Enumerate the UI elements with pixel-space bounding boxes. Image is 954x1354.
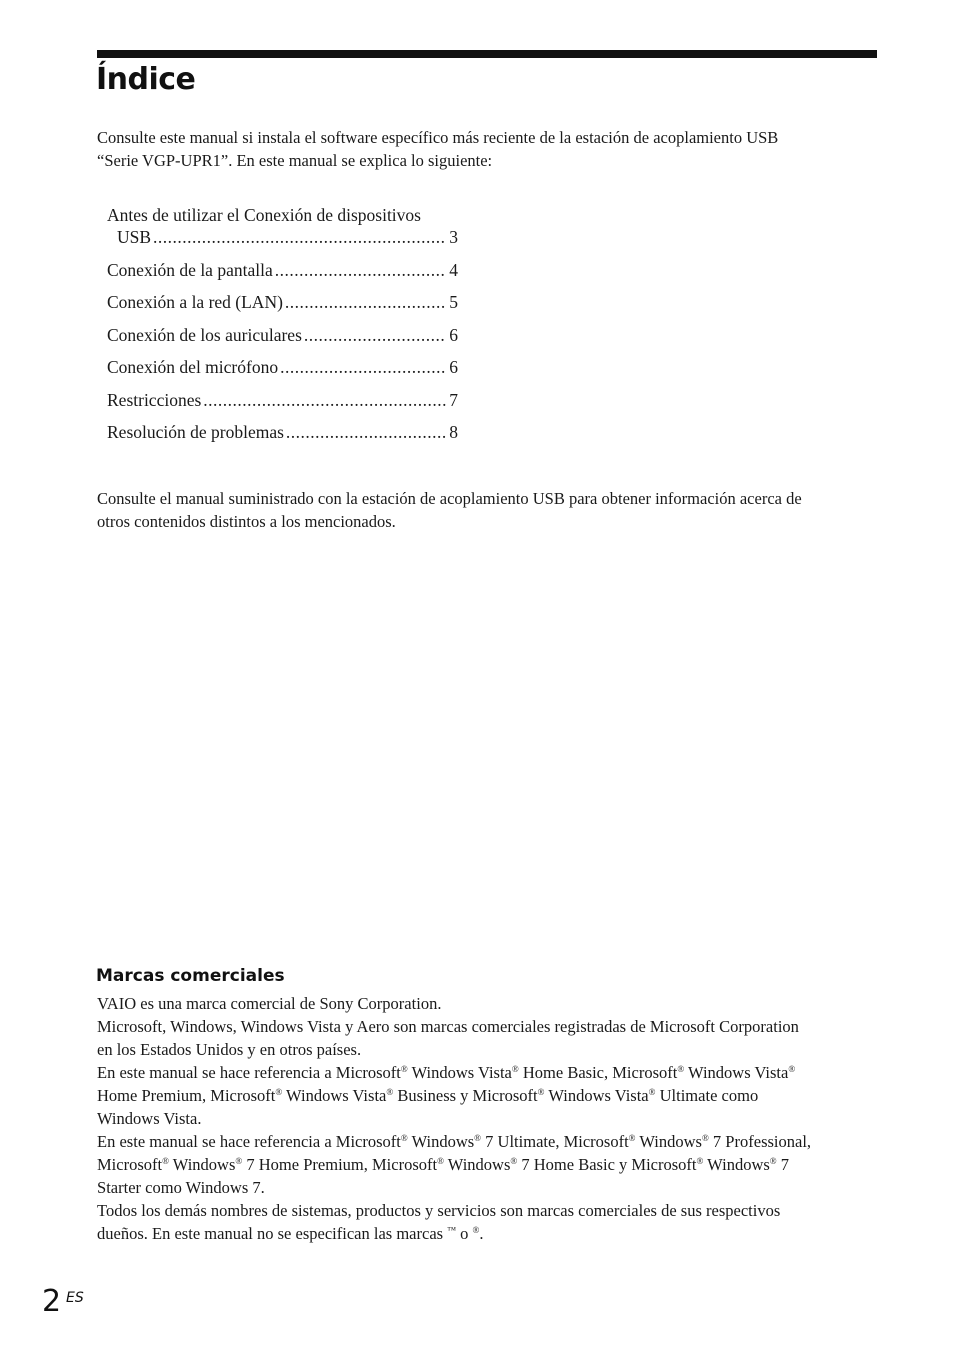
toc-leader-dots [304,324,446,346]
trademark-line: Home Premium, Microsoft® Windows Vista® Business y Microsoft® Windows Vista® Ultimate como [97,1086,759,1105]
intro-paragraph [97,126,887,172]
trademark-line: Todos los demás nombres de sistemas, productos y servicios son marcas comerciales de sus respectivos [97,1201,781,1220]
page-number: 2 [42,1284,62,1319]
toc-item-label: Conexión a la red (LAN) [107,292,283,312]
toc-item-label-line1: Antes de utilizar el Conexión de dispositivos [107,205,421,225]
toc-item-page: 7 [449,389,458,410]
toc-item[interactable] [107,259,458,281]
trademarks-heading: Marcas comerciales [96,966,285,986]
toc-leader-dots [203,389,446,411]
trademark-line: en los Estados Unidos y en otros países. [97,1040,362,1059]
page-title: Índice [96,62,196,97]
toc-item-label: Conexión del micrófono [107,357,279,377]
trademarks-body [97,992,887,1245]
trademark-line: dueños. En este manual no se especifican las marcas ™ o ®. [97,1224,484,1243]
toc-item[interactable] [107,421,458,443]
toc-leader-dots [153,226,446,248]
toc-item-label: USB [117,227,152,247]
toc-item-page: 5 [449,292,458,312]
trademark-line: Starter como Windows 7. [97,1178,265,1197]
trademark-line: En este manual se hace referencia a Microsoft® Windows Vista® Home Basic, Microsoft® Windows Vista® [97,1063,796,1082]
toc-item-page: 3 [449,227,458,247]
toc-leader-dots [280,356,446,378]
header-rule [97,50,877,58]
toc-item-label: Conexión de los auriculares [107,324,302,345]
trademark-line: VAIO es una marca comercial de Sony Corporation. [97,994,442,1013]
toc-item-page: 6 [449,324,458,345]
trademark-line: Microsoft, Windows, Windows Vista y Aero son marcas comerciales registradas de Microsoft Corporation [97,1017,799,1036]
toc-item[interactable] [107,204,458,248]
toc-item[interactable] [107,324,458,346]
outro-line: Consulte el manual suministrado con la estación de acoplamiento USB para obtener información acerca de [97,489,802,508]
trademark-line: En este manual se hace referencia a Microsoft® Windows® 7 Ultimate, Microsoft® Windows® 7 Professional, [97,1132,812,1151]
toc-item[interactable] [107,389,458,411]
toc-item-label: Resolución de problemas [107,422,284,442]
language-code: ES [66,1290,84,1306]
toc-item-page: 6 [449,357,458,377]
toc-item[interactable] [107,291,458,313]
toc-leader-dots [286,421,446,443]
intro-line: Consulte este manual si instala el software específico más reciente de la estación de acoplamiento USB [97,128,779,147]
trademark-line: Windows Vista. [97,1109,202,1128]
toc-item-page: 4 [449,259,458,280]
toc-item-page: 8 [449,422,458,442]
trademark-line: Microsoft® Windows® 7 Home Premium, Microsoft® Windows® 7 Home Basic y Microsoft® Windows® 7 [97,1155,789,1174]
toc-item-label: Conexión de la pantalla [107,259,273,280]
toc-leader-dots [285,291,446,313]
toc-leader-dots [275,259,447,281]
outro-line: otros contenidos distintos a los mencionados. [97,512,396,531]
toc-item-label: Restricciones [107,389,202,410]
outro-paragraph [97,487,887,533]
toc-item[interactable] [107,356,458,378]
intro-line: “Serie VGP-UPR1”. En este manual se explica lo siguiente: [97,151,493,170]
table-of-contents [107,204,458,454]
